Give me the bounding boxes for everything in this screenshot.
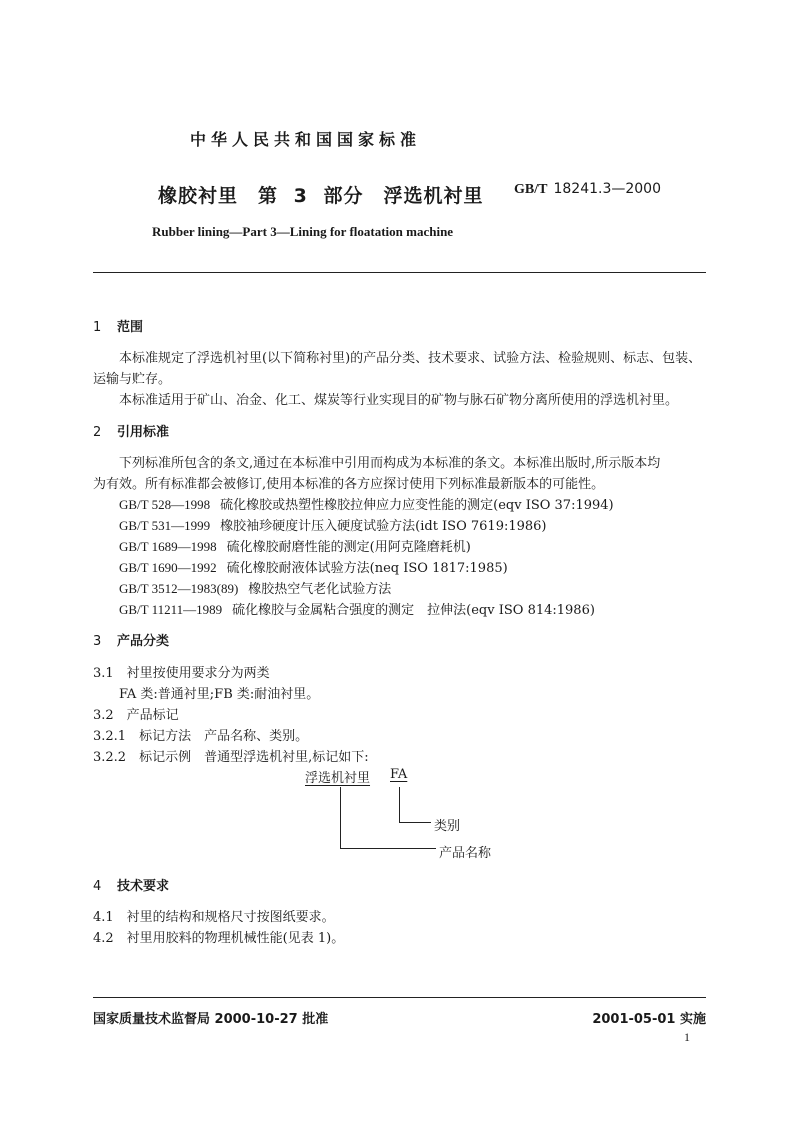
section-1-para-2: 本标准适用于矿山、冶金、化工、煤炭等行业实现目的矿物与脉石矿物分离所使用的浮选机衬里。 xyxy=(119,393,679,408)
header-divider xyxy=(93,272,706,273)
reference-item: GB/T 1689—1998 硫化橡胶耐磨性能的测定(用阿克隆磨耗机) xyxy=(119,539,471,555)
standard-code: GB/T xyxy=(514,182,548,197)
reference-item: GB/T 531—1999 橡胶袖珍硬度计压入硬度试验方法(idt ISO 7619:1986) xyxy=(119,518,547,534)
marking-connector-category xyxy=(399,787,400,823)
marking-label-name: 产品名称 xyxy=(439,846,492,861)
section-2-para-line-2: 为有效。所有标准都会被修订,使用本标准的各方应探讨使用下列标准最新版本的可能性。 xyxy=(93,477,605,492)
section-1-heading: 1 范围 xyxy=(93,320,144,335)
section-1-para-1-line-1: 本标准规定了浮选机衬里(以下简称衬里)的产品分类、技术要求、试验方法、检验规则、标志、包装、 xyxy=(119,351,702,366)
page-number: 1 xyxy=(684,1030,690,1044)
section-1-para-1-line-2: 运输与贮存。 xyxy=(93,372,172,387)
reference-item: GB/T 11211—1989 硫化橡胶与金属粘合强度的测定 拉伸法(eqv ISO 814:1986) xyxy=(119,602,595,618)
section-4-heading: 4 技术要求 xyxy=(93,879,170,894)
marking-connector-category-h xyxy=(399,822,431,823)
clause-3-2-2: 3.2.2 标记示例 普通型浮选机衬里,标记如下: xyxy=(93,750,369,765)
effective-date: 2001-05-01 实施 xyxy=(592,1012,706,1027)
marking-connector-name xyxy=(340,787,341,849)
footer-divider xyxy=(93,997,706,998)
clause-4-1: 4.1 衬里的结构和规格尺寸按图纸要求。 xyxy=(93,910,335,925)
marking-product-name: 浮选机衬里 xyxy=(305,771,371,786)
marking-label-category: 类别 xyxy=(434,819,461,834)
marking-connector-name-h xyxy=(340,848,436,849)
marking-category-code: FA xyxy=(390,767,408,782)
reference-item: GB/T 528—1998 硫化橡胶或热塑性橡胶拉伸应力应变性能的测定(eqv ISO 37:1994) xyxy=(119,497,614,513)
issuer-approval: 国家质量技术监督局 2000-10-27 批准 xyxy=(93,1012,329,1027)
english-title: Rubber lining—Part 3—Lining for floatation machine xyxy=(152,224,454,239)
section-2-para-line-1: 下列标准所包含的条文,通过在本标准中引用而构成为本标准的条文。本标准出版时,所示版本均 xyxy=(119,456,661,471)
document-title: 橡胶衬里 第 3 部分 浮选机衬里 xyxy=(158,185,484,207)
section-3-heading: 3 产品分类 xyxy=(93,634,170,649)
clause-3-2-1: 3.2.1 标记方法 产品名称、类别。 xyxy=(93,729,309,744)
clause-3-2: 3.2 产品标记 xyxy=(93,708,179,723)
clause-4-2: 4.2 衬里用胶料的物理机械性能(见表 1)。 xyxy=(93,931,345,946)
clause-3-1: 3.1 衬里按使用要求分为两类 xyxy=(93,666,270,681)
standard-number xyxy=(514,181,661,198)
clause-3-1-detail: FA 类:普通衬里;FB 类:耐油衬里。 xyxy=(119,687,320,702)
section-2-heading: 2 引用标准 xyxy=(93,425,170,440)
standard-number-value: 18241.3—2000 xyxy=(553,181,661,197)
reference-item: GB/T 3512—1983(89) 橡胶热空气老化试验方法 xyxy=(119,581,392,597)
reference-item: GB/T 1690—1992 硫化橡胶耐液体试验方法(neq ISO 1817:1985) xyxy=(119,560,508,576)
national-standard-heading: 中华人民共和国国家标准 xyxy=(190,130,422,149)
